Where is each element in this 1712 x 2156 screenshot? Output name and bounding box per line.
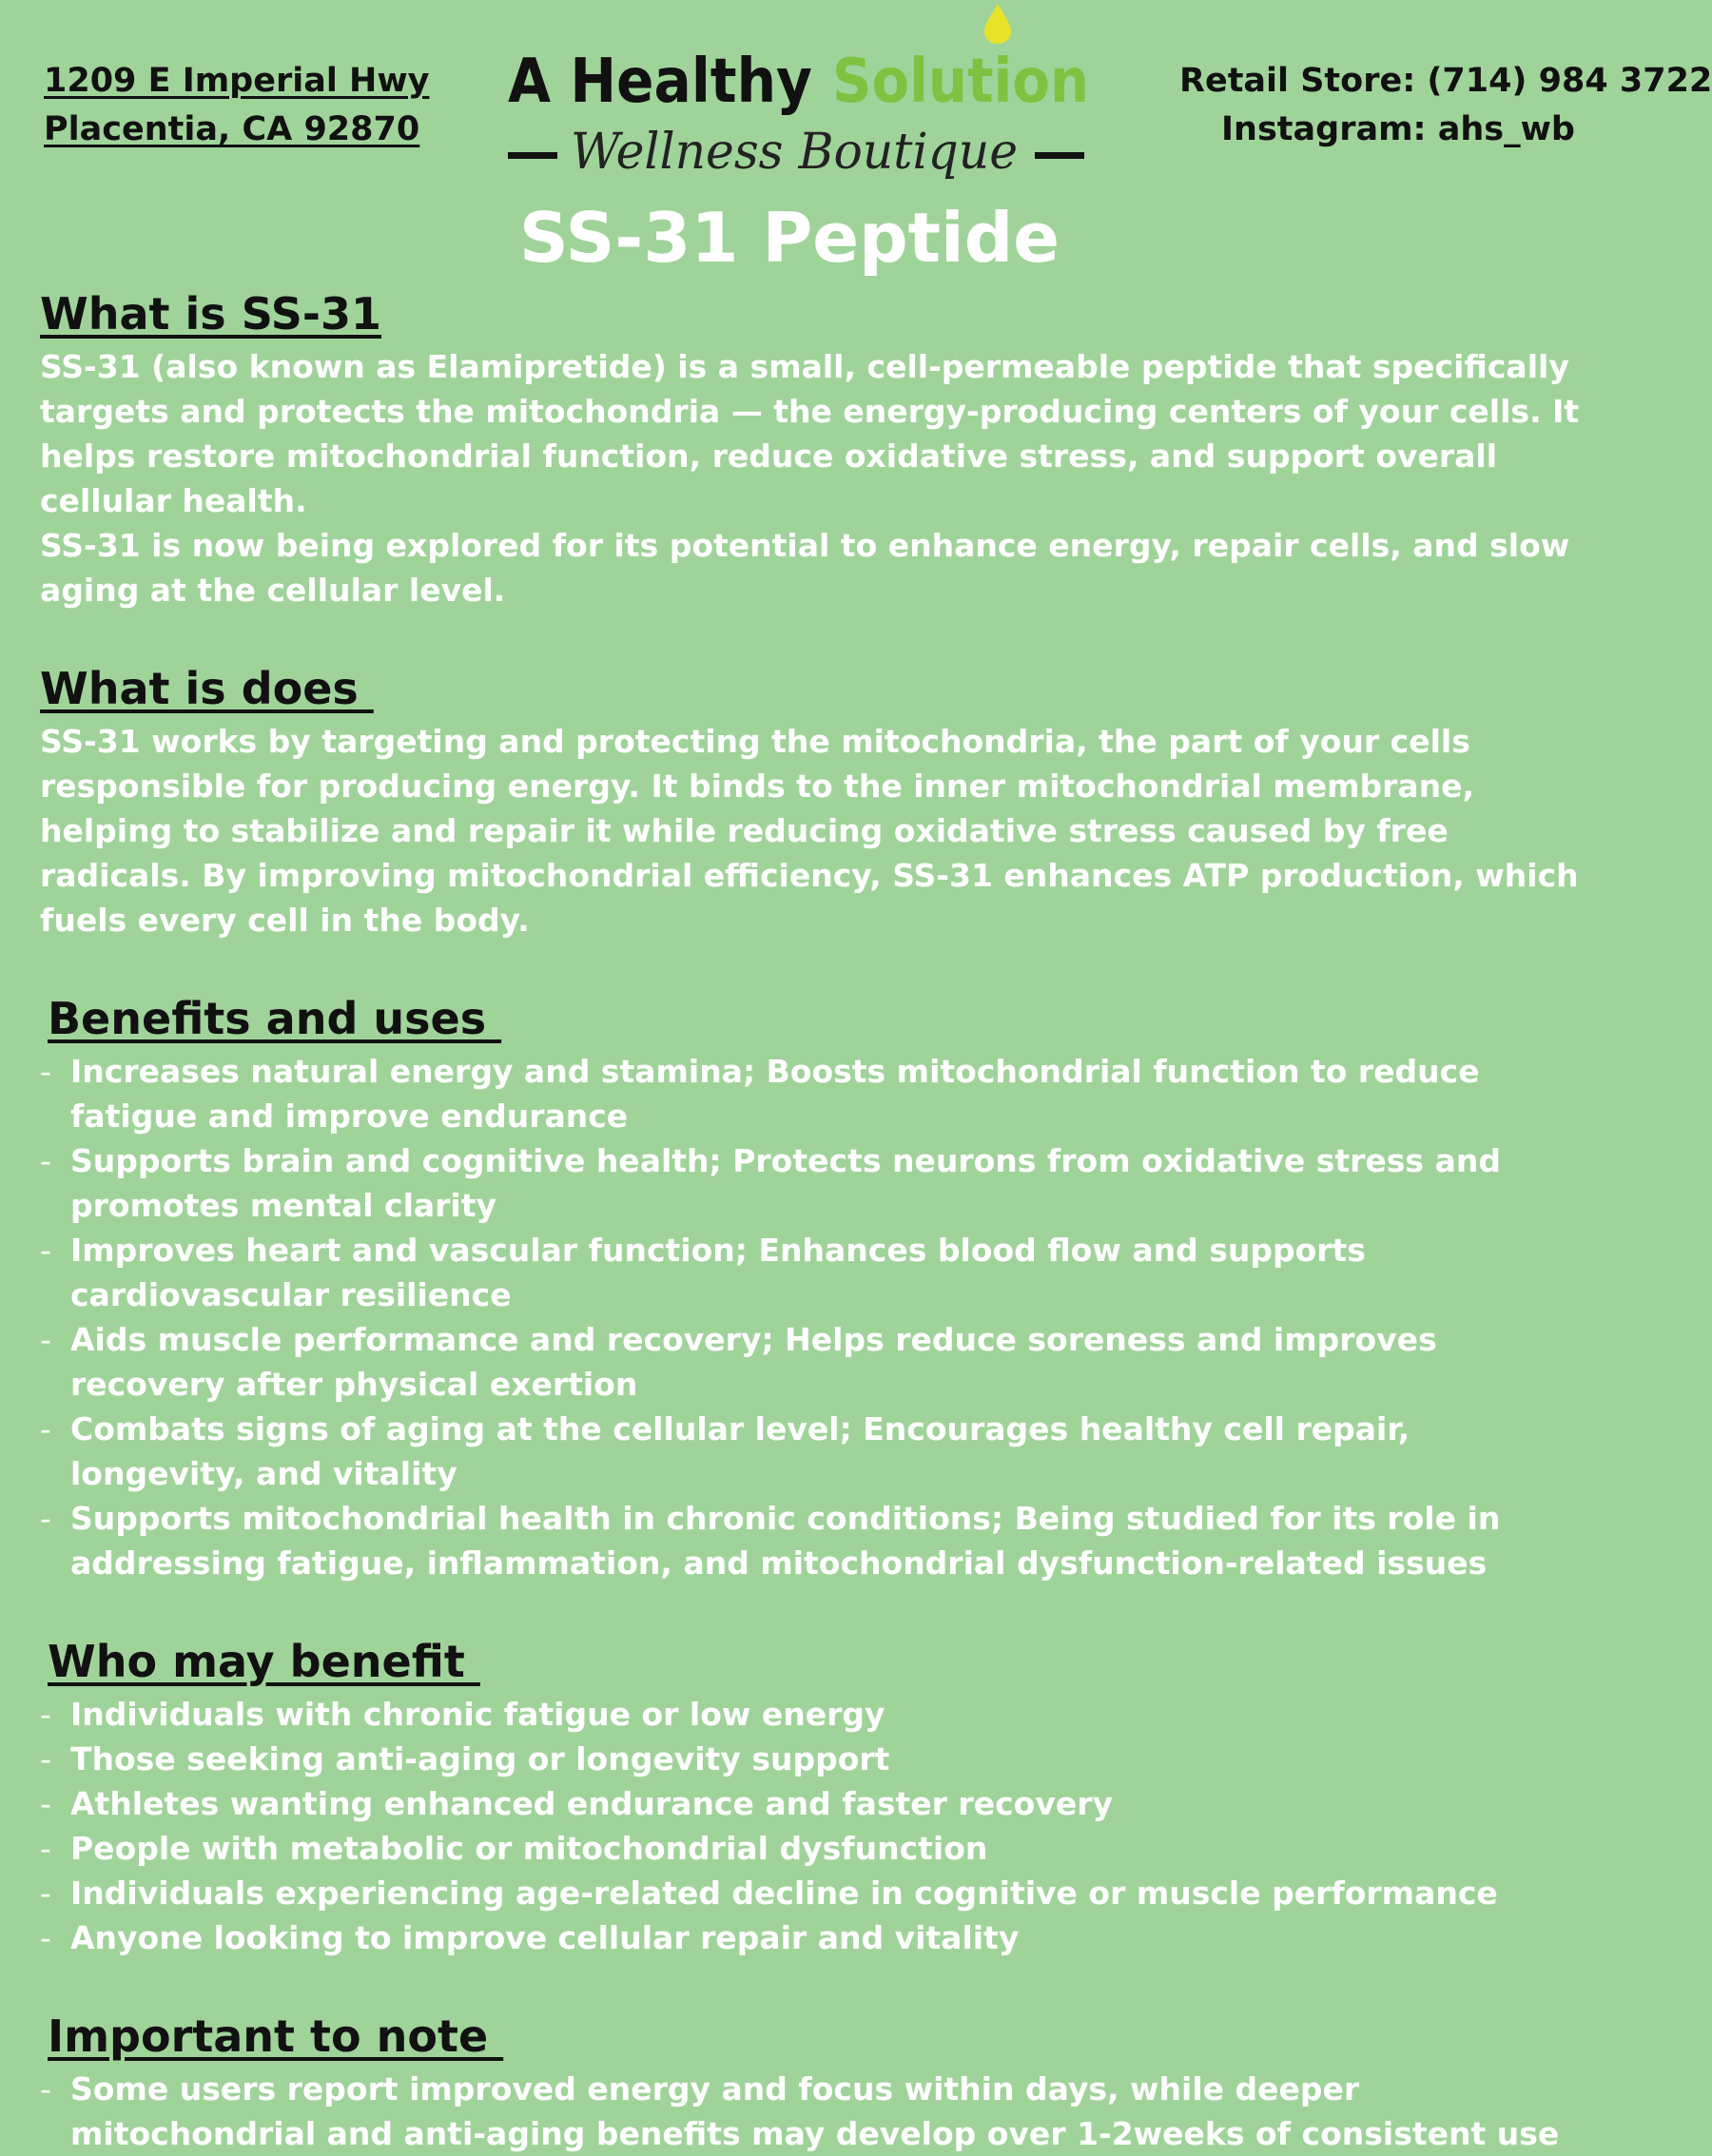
section-heading-what-is: What is SS-31 [40, 288, 381, 340]
phone-number: Retail Store: (714) 984 3722 [1179, 62, 1712, 100]
list-item-text: People with metabolic or mitochondrial dysfunction [70, 1830, 988, 1867]
section-important-note [40, 2008, 1581, 2156]
bullet-dash: - [40, 1830, 51, 1867]
list-item [40, 1228, 1581, 1317]
drop-icon [984, 4, 1011, 44]
bullet-dash: - [40, 1785, 51, 1822]
store-address [44, 57, 429, 154]
bullet-dash: - [40, 1696, 51, 1733]
list-item [40, 1049, 1581, 1138]
page-title: SS-31 Peptide [518, 198, 1060, 278]
list-item-text: Supports mitochondrial health in chronic conditions; Being studied for its role in addressing fatigue, inflammation, and mitochondrial dysfunction-related issues [70, 1500, 1501, 1582]
list-item [40, 1871, 1581, 1915]
bullet-dash: - [40, 1053, 51, 1090]
brand-logo-graphic [504, 0, 1094, 190]
section-heading-who: Who may benefit [48, 1636, 480, 1687]
bullet-dash: - [40, 1142, 51, 1179]
logo-rule-left [508, 152, 557, 159]
bullet-dash: - [40, 1321, 51, 1358]
list-item [40, 1781, 1581, 1826]
list-item-text: Supports brain and cognitive health; Protects neurons from oxidative stress and promotes mental clarity [70, 1142, 1501, 1224]
store-contact [1179, 57, 1712, 154]
list-item [40, 1692, 1581, 1737]
benefits-list [40, 1049, 1581, 1585]
list-item [40, 1737, 1581, 1781]
spacer [40, 1585, 1581, 1633]
bullet-dash: - [40, 1740, 51, 1777]
spacer [40, 942, 1581, 990]
section-who-may-benefit [40, 1633, 1581, 1960]
bullet-dash: - [40, 2070, 51, 2107]
list-item-text: Those seeking anti-aging or longevity support [70, 1740, 890, 1777]
list-item [40, 1496, 1581, 1585]
who-list [40, 1692, 1581, 1960]
section-benefits [40, 990, 1581, 1585]
section-heading-benefits: Benefits and uses [48, 993, 502, 1044]
bullet-dash: - [40, 1919, 51, 1956]
address-line-2: Placentia, CA 92870 [44, 110, 420, 148]
list-item-text: Individuals with chronic fatigue or low energy [70, 1696, 885, 1733]
list-item-text: Combats signs of aging at the cellular level; Encourages healthy cell repair, longevity, and vitality [70, 1410, 1410, 1492]
logo-word-a-healthy: A Healthy [508, 47, 812, 117]
logo-rule-right [1035, 152, 1084, 159]
section-heading-what-does: What is does [40, 663, 374, 714]
bullet-dash: - [40, 1410, 51, 1447]
list-item [40, 1138, 1581, 1228]
list-item-text: Athletes wanting enhanced endurance and faster recovery [70, 1785, 1113, 1822]
list-item-text: Aids muscle performance and recovery; Helps reduce soreness and improves recovery after physical exertion [70, 1321, 1437, 1403]
main-content [40, 285, 1581, 2156]
brand-logo [504, 0, 1094, 190]
bullet-dash: - [40, 1232, 51, 1269]
list-item [40, 1915, 1581, 1960]
bullet-dash: - [40, 1500, 51, 1537]
list-item-text: Anyone looking to improve cellular repair and vitality [70, 1919, 1020, 1956]
list-item [40, 1407, 1581, 1496]
list-item-text: Increases natural energy and stamina; Boosts mitochondrial function to reduce fatigue and improve endurance [70, 1053, 1480, 1135]
address-line-1: 1209 E Imperial Hwy [44, 62, 430, 100]
spacer [40, 612, 1581, 660]
note-list [40, 2067, 1581, 2156]
what-does-paragraph: SS-31 works by targeting and protecting the mitochondria, the part of your cells responsible for producing energy. It binds to the inner mitochondrial membrane, helping to stabilize and repair it while reducing oxidative stress caused by free radicals. By improving mitochondrial efficiency, SS-31 enhances ATP production, which fuels every cell in the body. [40, 723, 1579, 939]
instagram-handle: Instagram: ahs_wb [1221, 110, 1575, 148]
section-what-does [40, 660, 1581, 942]
what-is-paragraph-2: SS-31 is now being explored for its potential to enhance energy, repair cells, and slow aging at the cellular level. [40, 527, 1570, 609]
what-is-paragraph-1: SS-31 (also known as Elamipretide) is a small, cell-permeable peptide that specifically targets and protects the mitochondria — the energy-producing centers of your cells. It helps restore mitochondrial function, reduce oxidative stress, and support overall cellular health. [40, 348, 1580, 519]
logo-word-solution: Solution [832, 47, 1089, 117]
list-item [40, 2067, 1581, 2156]
list-item-text: Improves heart and vascular function; Enhances blood flow and supports cardiovascular resilience [70, 1232, 1366, 1313]
spacer [40, 1960, 1581, 2008]
section-heading-note: Important to note [48, 2010, 504, 2062]
logo-tagline: Wellness Boutique [571, 124, 1018, 181]
section-what-is [40, 285, 1581, 612]
list-item [40, 1826, 1581, 1871]
list-item-text: Some users report improved energy and focus within days, while deeper mitochondrial and anti-aging benefits may develop over 1-2weeks of consistent use [70, 2070, 1560, 2152]
list-item [40, 1317, 1581, 1407]
bullet-dash: - [40, 1874, 51, 1912]
list-item-text: Individuals experiencing age-related decline in cognitive or muscle performance [70, 1874, 1498, 1912]
